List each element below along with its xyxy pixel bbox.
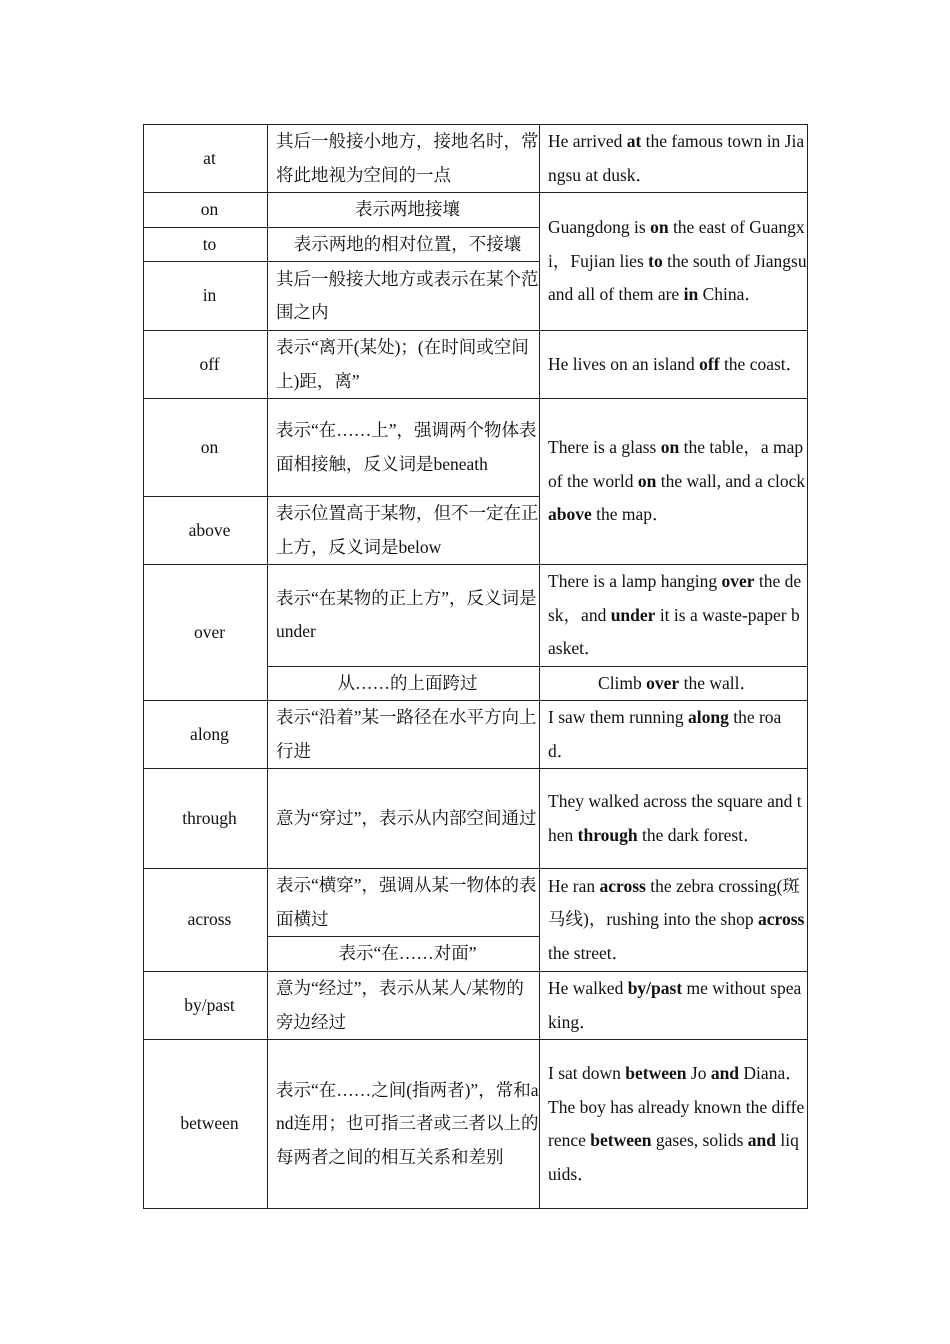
sentence-text: the east of Guangxi，Fujian lies xyxy=(548,217,805,271)
sentence-text: I saw them running xyxy=(548,707,688,727)
sentence-text: He lives on an island xyxy=(548,353,700,374)
sentence-text: it is a waste-paper basket． xyxy=(548,604,800,658)
meaning-cell: 表示两地接壤 xyxy=(268,193,540,228)
sentence-text: the zebra crossing(斑马线)，rushing into the shop xyxy=(548,875,800,930)
preposition-table xyxy=(143,124,808,1209)
bold-preposition: over xyxy=(721,571,755,591)
table-row xyxy=(144,769,808,869)
table-row xyxy=(144,701,808,769)
sentence-text: There is a glass xyxy=(548,437,661,458)
example-cell xyxy=(540,769,808,869)
bold-preposition: across xyxy=(599,875,646,896)
bold-preposition: at xyxy=(626,131,642,151)
example-cell xyxy=(540,972,808,1040)
table-row xyxy=(144,125,808,193)
bold-preposition: above xyxy=(548,504,592,525)
sentence-text: He ran xyxy=(548,875,600,896)
word-cell: at xyxy=(144,125,268,193)
bold-preposition: between xyxy=(625,1063,687,1083)
bold-preposition: and xyxy=(747,1130,776,1150)
table-row xyxy=(144,193,808,228)
sentence-text: Guangdong is xyxy=(548,217,651,238)
meaning-cell: 表示“离开(某处)；(在时间或空间上)距，离” xyxy=(268,331,540,399)
table-row xyxy=(144,399,808,497)
sentence-text: the road． xyxy=(548,707,782,761)
meaning-cell: 表示“在某物的正上方”，反义词是under xyxy=(268,565,540,667)
word-cell: in xyxy=(144,262,268,331)
sentence-text: the famous town in Jiangsu at dusk． xyxy=(548,131,805,185)
sentence-text: the wall, and a clock xyxy=(656,470,806,491)
meaning-cell: 其后一般接大地方或表示在某个范围之内 xyxy=(268,262,540,331)
word-cell: along xyxy=(144,701,268,769)
bold-preposition: under xyxy=(610,604,656,625)
sentence-text: The boy has already known the difference xyxy=(548,1096,805,1150)
word-cell: by/past xyxy=(144,972,268,1040)
sentence-text: the street． xyxy=(548,942,630,963)
sentence-text: gases, solids xyxy=(651,1130,748,1150)
sentence-text: the south of Jiangsu and all of them are xyxy=(548,250,807,305)
example-cell xyxy=(540,193,808,331)
bold-preposition: on xyxy=(637,470,657,491)
example-cell xyxy=(540,666,808,701)
word-cell: on xyxy=(144,399,268,497)
meaning-cell: 表示“沿着”某一路径在水平方向上行进 xyxy=(268,701,540,769)
meaning-cell: 表示位置高于某物，但不一定在正上方，反义词是below xyxy=(268,497,540,565)
example-cell xyxy=(540,1040,808,1209)
sentence-text: liquids． xyxy=(548,1130,799,1184)
meaning-cell: 表示“在……之间(指两者)”，常和and连用；也可指三者或三者以上的每两者之间的相互关系和差别 xyxy=(268,1040,540,1209)
sentence-text: the desk，and xyxy=(548,571,802,625)
meaning-cell: 意为“穿过”，表示从内部空间通过 xyxy=(268,769,540,869)
bold-preposition: in xyxy=(683,284,699,305)
meaning-cell: 表示“在……对面” xyxy=(268,937,540,972)
word-cell: on xyxy=(144,193,268,228)
example-cell xyxy=(540,399,808,565)
word-cell: through xyxy=(144,769,268,869)
example-cell xyxy=(540,869,808,972)
table-row xyxy=(144,869,808,937)
bold-preposition: to xyxy=(648,250,663,271)
sentence-text: Diana． xyxy=(739,1063,803,1083)
bold-preposition: along xyxy=(687,707,729,727)
sentence-text: the dark forest． xyxy=(637,824,761,845)
example-cell xyxy=(540,701,808,769)
sentence-text: China． xyxy=(698,284,762,305)
table-row xyxy=(144,331,808,399)
meaning-cell: 意为“经过”，表示从某人/某物的旁边经过 xyxy=(268,972,540,1040)
table-row xyxy=(144,972,808,1040)
sentence-text: I sat down xyxy=(548,1063,626,1083)
sentence-text: There is a lamp hanging xyxy=(548,571,722,591)
sentence-text: the wall． xyxy=(679,672,757,693)
meaning-cell: 表示两地的相对位置，不接壤 xyxy=(268,227,540,262)
meaning-cell: 表示“横穿”，强调从某一物体的表面横过 xyxy=(268,869,540,937)
table-row xyxy=(144,1040,808,1209)
bold-preposition: on xyxy=(660,437,680,458)
sentence-text: Jo xyxy=(686,1063,711,1083)
example-cell xyxy=(540,331,808,399)
sentence-text: They walked across the square and then xyxy=(548,791,802,845)
meaning-cell: 表示“在……上”，强调两个物体表面相接触，反义词是beneath xyxy=(268,399,540,497)
bold-preposition: off xyxy=(699,353,720,374)
word-cell: over xyxy=(144,565,268,701)
example-cell xyxy=(540,565,808,667)
sentence-text: He walked xyxy=(548,978,628,998)
word-cell: between xyxy=(144,1040,268,1209)
word-cell: off xyxy=(144,331,268,399)
word-cell: across xyxy=(144,869,268,972)
bold-preposition: through xyxy=(577,824,638,845)
sentence-text: the coast． xyxy=(719,353,804,374)
example-sentence xyxy=(548,1091,807,1192)
bold-preposition: across xyxy=(758,909,805,930)
sentence-text: Climb xyxy=(598,672,647,693)
bold-preposition: and xyxy=(710,1063,740,1083)
sentence-text: me without speaking． xyxy=(548,978,802,1032)
sentence-text: the map． xyxy=(591,504,670,525)
word-cell: to xyxy=(144,227,268,262)
example-cell xyxy=(540,125,808,193)
bold-preposition: by/past xyxy=(627,978,683,998)
example-sentence xyxy=(548,1057,807,1091)
bold-preposition: over xyxy=(646,672,680,693)
sentence-text: He arrived xyxy=(548,131,627,151)
meaning-cell: 从……的上面跨过 xyxy=(268,666,540,701)
bold-preposition: between xyxy=(590,1130,652,1150)
sentence-text: the table，a map of the world xyxy=(548,437,804,491)
word-cell: above xyxy=(144,497,268,565)
table-row xyxy=(144,565,808,667)
bold-preposition: on xyxy=(650,217,669,238)
meaning-cell: 其后一般接小地方，接地名时，常将此地视为空间的一点 xyxy=(268,125,540,193)
